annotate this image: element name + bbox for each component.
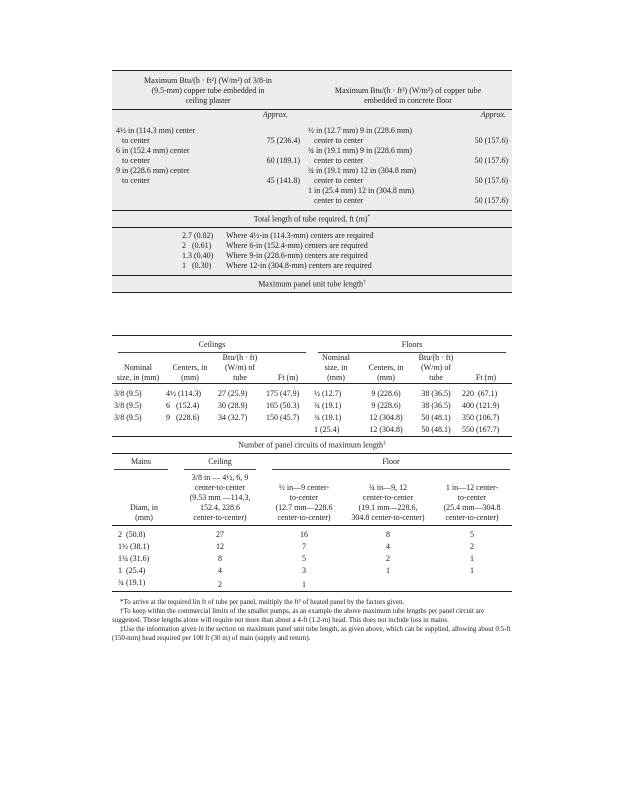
table-row [112,577,512,592]
col-header-floor-nominal [312,353,360,384]
total-length-value: 2.7 (0.82) [182,230,214,240]
col-header-floor-btu [412,353,460,384]
table-cell: 2 [218,579,222,589]
col-header-text: to-center [457,493,487,503]
table-cell: 30 (28.9) [218,400,248,410]
table-cell: 400 (121.9) [462,400,500,410]
footnote: †To keep within the commercial limits of the smaller pumps, as an example the above maximum tube lengths per panel circuit are suggested. These lengths alone will require not more than about a 4-ft (1.2-m) head. This does not include loss in mains. [112,607,485,625]
table-cell: 9 (228.6) [371,388,401,398]
total-length-value: 1 (0.30) [182,260,212,270]
table-cell: 5 [302,553,306,563]
table-cell: 220 (67.1) [462,388,498,398]
circuits-title [112,436,512,454]
ceiling-row-label: 6 in (152.4 mm) center [116,146,190,155]
ceiling-row-label: to center [122,136,150,145]
circuits-table [112,454,512,592]
max-panel-title-text: Maximum panel unit tube length [258,279,364,289]
table-row [112,424,512,437]
col-header-text: Btu/(h · ft) [222,353,258,363]
table-cell: 12 [216,541,224,551]
floor-header-line: Maximum Btu/(h · ft²) (W/m²) of copper tube [334,86,482,95]
floor-row-value: 50 (157.6) [474,136,508,145]
table-cell: 12 (304.8) [369,424,403,434]
floor-row-label: ¾ in (19.1 mm) 12 in (304.8 mm) [308,166,416,175]
total-length-table [112,231,512,271]
table-row [112,553,512,565]
col-header-text: center-to-center) [277,513,331,523]
ceiling-header-line: ceiling plaster [185,96,231,105]
total-length-desc: Where 9-in (228.6-mm) centers are required [226,250,368,260]
table-cell: 1 (25.4) [118,565,146,575]
col-header-text: Nominal [322,353,350,363]
floor-row-label: center to center [314,196,364,205]
table-cell: 27 [216,529,224,539]
floor-row-value: 50 (157.6) [474,156,508,165]
table-row [112,541,512,553]
table-cell: 3/8 (9.5) [114,412,142,422]
ceiling-row-label: 9 in (228.6 mm) center [116,166,190,175]
table-cell: ¾ (19.1) [314,400,342,410]
table-cell: 38 (36.5) [421,400,451,410]
heat-output-body [112,109,512,293]
floors-group-header [312,336,512,354]
ceiling-rows-table [114,126,302,186]
floor-row-label: center to center [314,136,364,145]
table-cell: 2 (50.8) [118,529,146,539]
table-cell: 175 (47.9) [266,388,300,398]
col-header-text: ¾ in—9, 12 [368,483,408,493]
table-row [112,400,512,412]
table-cell: 7 [302,541,306,551]
table-cell: 9 (228.6) [166,412,200,422]
floor-rows [304,120,512,211]
col-header-text: Btu/(h · ft) [418,353,454,363]
col-header-centers [164,353,216,384]
col-header-text: (9.53 mm —114.3, [189,493,251,503]
footnote-mark: ‡ [383,439,386,446]
col-header-text: Diam, in [130,503,158,513]
table-cell: 150 (45.7) [266,412,300,422]
table-cell: 4 [386,541,390,551]
table-cell: 165 (50.3) [266,400,300,410]
ceiling-row-value: 60 (189.1) [266,156,300,165]
table-cell: 50 (48.1) [421,424,451,434]
ceiling-row-label: to center [122,156,150,165]
footnotes [112,598,512,643]
floor-row-label: ½ in (12.7 mm) 9 in (228.6 mm) [308,126,412,135]
table-cell: 8 [218,553,222,563]
mains-header [112,454,176,470]
col-header-text: 304.8 center-to-center) [351,513,425,523]
floors-label: Floors [318,340,506,353]
diam-header [112,470,176,526]
col-header-text: (19.1 mm—228.6, [358,503,418,513]
table-cell: 1 [302,579,306,589]
table-cell: 34 (32.7) [218,412,248,422]
table-cell: 350 (106.7) [462,412,500,422]
table-row [112,529,512,541]
table-cell: 2 [386,553,390,563]
footnote-mark: * [367,214,371,220]
col-header-text: center-to-center [362,493,414,503]
table-cell: ½ (12.7) [314,388,342,398]
table-cell [344,577,432,592]
col-header-text: center-to-center) [445,513,499,523]
total-length-value: 2 (0.61) [182,240,212,250]
floor-row-label: ¾ in (19.1 mm) 9 in (228.6 mm) [308,146,412,155]
ceiling-header [112,71,304,110]
table-row [112,388,512,400]
ceiling-header-line: (9.5-mm) copper tube embedded in [151,86,265,95]
table-cell: 1¼ (31.6) [118,553,150,563]
ceiling-header [176,454,264,470]
table-cell: 12 (304.8) [369,412,403,422]
approx-text: Approx. [480,110,506,119]
approx-label [304,110,512,121]
table-cell: 3/8 (9.5) [114,388,142,398]
table-cell [264,424,312,437]
col-header-text: ½ in—9 center- [278,483,330,493]
ceiling-label: Ceiling [184,457,256,470]
col-header-text: Nominal [124,363,152,373]
col-header-floor-centers [360,353,412,384]
col-header-text: (W/m) of [225,363,255,373]
floor-spec-header-1 [264,470,344,526]
col-header-text: Centers, in [172,363,208,373]
table-cell [216,424,264,437]
table-row [112,412,512,424]
col-header-text: (25.4 mm—304.8 [443,503,501,513]
total-length-title [112,211,512,228]
col-header-text: tube [429,373,443,383]
col-header-text: (W/m) of [421,363,451,373]
col-header-text: (mm) [327,373,345,383]
floor-spec-header-3 [432,470,512,526]
table-cell: 50 (48.1) [421,412,451,422]
approx-label [112,110,304,121]
panel-length-table [112,335,512,454]
table-cell: 1 (25.4) [314,424,340,434]
table-cell: 550 (167.7) [462,424,500,434]
ceilings-label: Ceilings [118,340,306,353]
floor-rows-table [306,126,510,206]
ceiling-row-value: 75 (236.4) [266,136,300,145]
col-header-text: Centers, in [368,363,404,373]
col-header-text: Ft (m) [475,373,497,383]
table-cell [112,424,164,437]
table-cell: 1 [470,565,474,575]
col-header-text: 1 in—12 center- [445,483,499,493]
table-cell: 38 (36.5) [421,388,451,398]
col-header-btu [216,353,264,384]
spacer [112,293,512,335]
floor-row-value: 50 (157.6) [474,196,508,205]
table-cell: ¾ (19.1) [118,577,146,587]
table-row [112,565,512,577]
ceiling-spec-header [176,470,264,526]
total-length-desc: Where 4½-in (114.3-mm) centers are required [226,230,374,240]
table-cell: 4½ (114.3) [166,388,202,398]
col-header-text: (mm) [135,513,153,523]
ceiling-row-label: 4½ in (114.3 mm) center [116,126,196,135]
col-header-text: 3/8 in — 4½, 6, 9 [191,473,249,483]
ceiling-rows [112,120,304,211]
ceiling-row-value: 45 (141.8) [266,176,300,185]
heat-output-table [112,70,512,109]
document-page [112,70,512,643]
ceiling-row-label: to center [122,176,150,185]
table-cell: ¾ (19.1) [314,412,342,422]
floor-row-label: center to center [314,176,364,185]
table-cell: 8 [386,529,390,539]
floor-label: Floor [272,457,510,470]
total-length-desc: Where 12-in (304.8-mm) centers are required [226,260,372,270]
total-length-title-text: Total length of tube required, ft (m) [253,214,368,224]
col-header-text: 152.4, 228.6 [200,503,240,513]
col-header-text: to-center [289,493,319,503]
table-cell: 4 [218,565,222,575]
ceilings-group-header [112,336,312,354]
table-cell: 9 (228.6) [371,400,401,410]
table-cell: 1½ (38.1) [118,541,150,551]
max-panel-title [112,275,512,293]
col-header-text: (12.7 mm—228.6 [275,503,333,513]
table-cell: 16 [300,529,308,539]
footnote: ‡Use the information given in the section on maximum panel unit tube length, as given above, which can be supplied, allowing about 0.5-ft (150-mm) head required per 100 ft (30 m) of main (supply and return). [112,625,511,643]
footnote: *To arrive at the required lin ft of tube per panel, multiply the ft² of heated panel by the factors given. [120,597,405,606]
footnote-mark: † [363,278,366,285]
col-header-text: center-to-center) [193,513,247,523]
table-cell: 5 [470,529,474,539]
col-header-text: tube [233,373,247,383]
mains-label: Mains [114,457,168,470]
table-cell [432,577,512,592]
table-cell: 1 [386,565,390,575]
col-header-text: size, in [324,363,348,373]
ceiling-header-line: Maximum Btu/(h · ft²) (W/m²) of 3/8-in [144,76,272,85]
table-cell: 3 [302,565,306,575]
col-header-ft [264,353,312,384]
total-length-value: 1.3 (0.40) [182,250,214,260]
floor-row-label: center to center [314,156,364,165]
floor-header [304,71,512,110]
floor-header-line: embedded in concrete floor [364,96,452,105]
circuits-title-text: Number of panel circuits of maximum length [238,440,384,450]
total-length-rows [112,227,512,275]
table-cell: 2 [470,541,474,551]
col-header-text: (mm) [377,373,395,383]
floor-header [264,454,512,470]
col-header-text: size, in (mm) [116,373,160,383]
floor-row-label: 1 in (25.4 mm) 12 in (304.8 mm) [308,186,414,195]
col-header-text: center-to-center [194,483,246,493]
approx-text: Approx. [262,110,288,119]
table-cell: 6 (152.4) [166,400,200,410]
col-header-text: (mm) [181,373,199,383]
col-header-floor-ft [460,353,512,384]
table-cell: 1 [470,553,474,563]
table-cell: 3/8 (9.5) [114,400,142,410]
col-header-nominal [112,353,164,384]
floor-row-value: 50 (157.6) [474,176,508,185]
table-cell: 27 (25.9) [218,388,248,398]
table-cell [164,424,216,437]
col-header-text: Ft (m) [277,373,299,383]
floor-spec-header-2 [344,470,432,526]
total-length-desc: Where 6-in (152.4-mm) centers are required [226,240,368,250]
